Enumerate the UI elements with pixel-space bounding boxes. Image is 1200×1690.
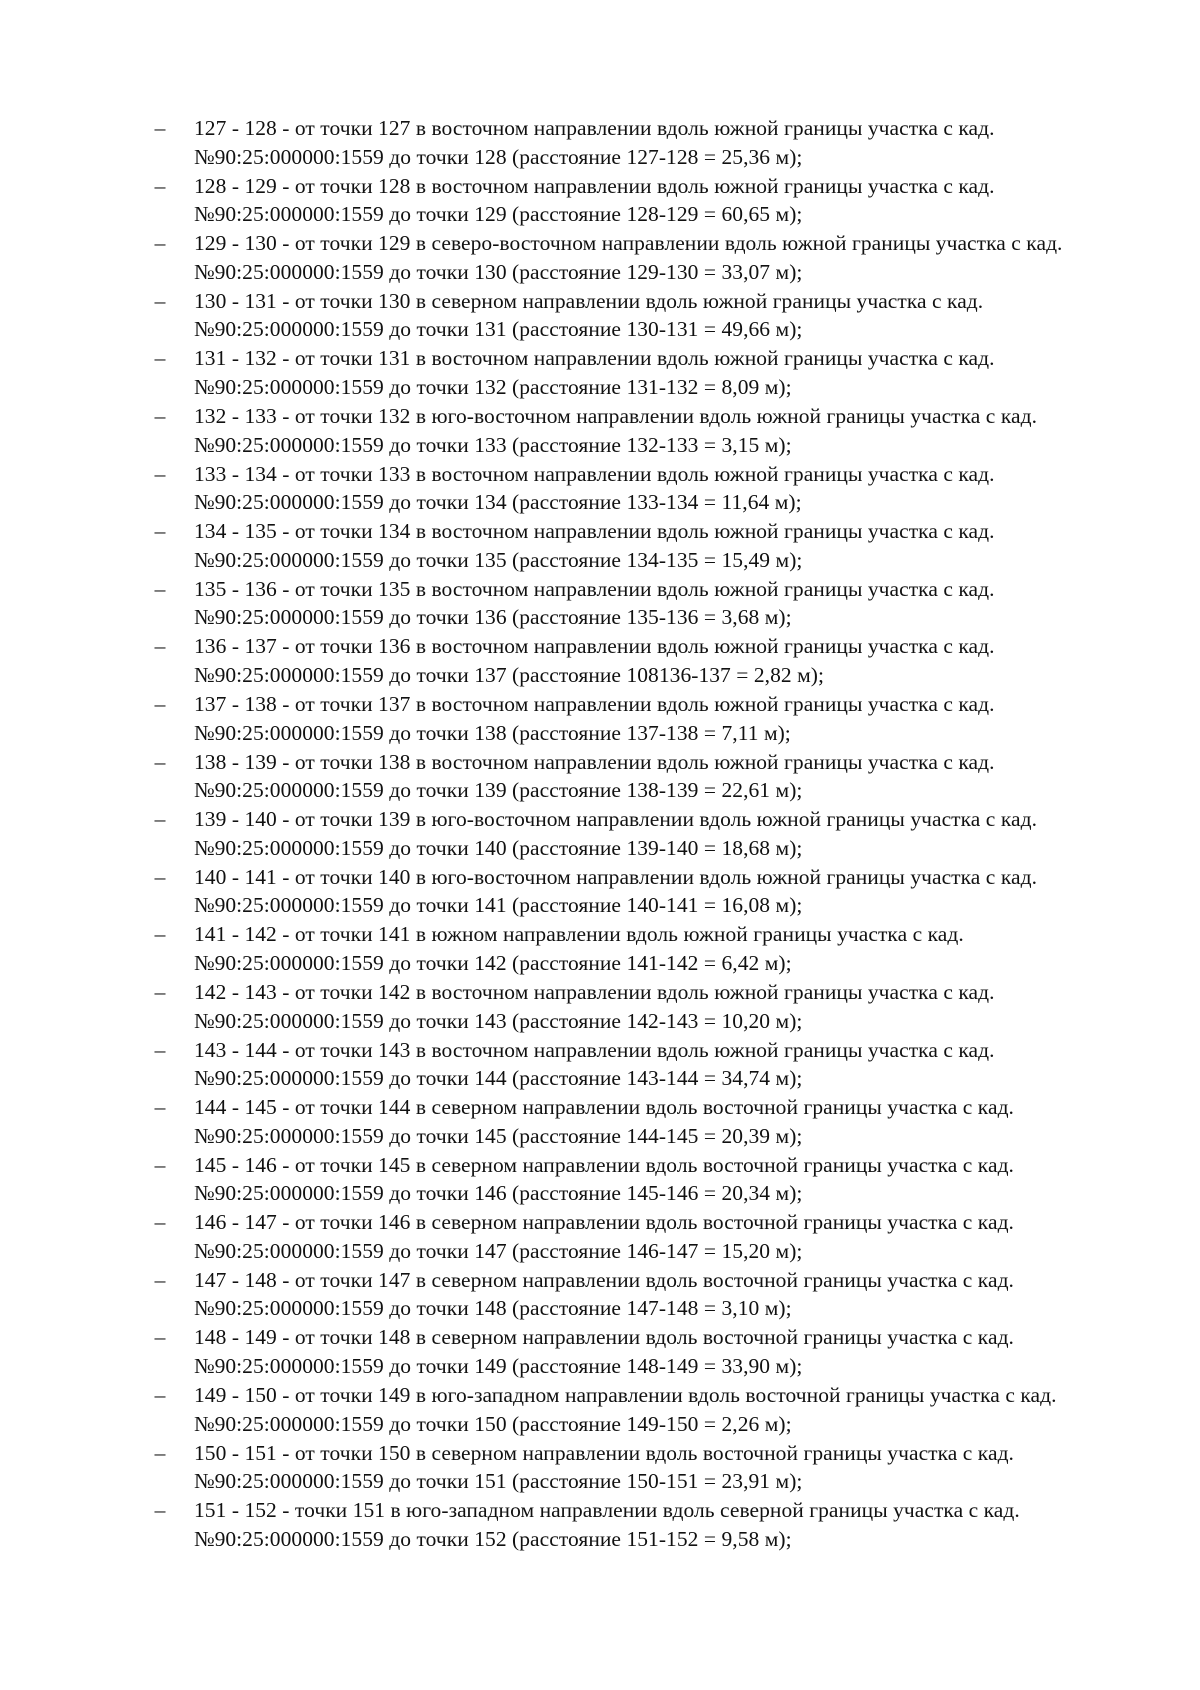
list-dash: – xyxy=(154,1037,166,1062)
list-dash: – xyxy=(154,1325,166,1350)
list-dash: – xyxy=(154,346,166,371)
list-item xyxy=(148,690,1108,748)
list-dash: – xyxy=(154,173,166,198)
list-dash: – xyxy=(154,461,166,486)
list-item xyxy=(148,1151,1108,1209)
list-item-text: 131 - 132 - от точки 131 в восточном направлении вдоль южной границы участка с кад. №90:25:000000:1559 до точки 132 (расстояние 131-132 = 8,09 м); xyxy=(194,346,995,399)
list-dash: – xyxy=(154,691,166,716)
list-item-text: 140 - 141 - от точки 140 в юго-восточном направлении вдоль южной границы участка с кад. №90:25:000000:1559 до точки 141 (расстояние 140-141 = 16,08 м); xyxy=(194,864,1038,918)
list-item xyxy=(148,748,1108,806)
list-dash: – xyxy=(154,1152,166,1177)
list-dash: – xyxy=(154,979,166,1004)
list-item-text: 129 - 130 - от точки 129 в северо-восточном направлении вдоль южной границы участка с кад. №90:25:000000:1559 до точки 130 (расстояние 129-130 = 33,07 м); xyxy=(194,231,1063,284)
list-item-text: 136 - 137 - от точки 136 в восточном направлении вдоль южной границы участка с кад. №90:25:000000:1559 до точки 137 (расстояние 108136-137 = 2,82 м); xyxy=(194,634,995,687)
list-item-text: 139 - 140 - от точки 139 в юго-восточном направлении вдоль южной границы участка с кад. №90:25:000000:1559 до точки 140 (расстояние 139-140 = 18,68 м); xyxy=(194,807,1038,860)
list-item xyxy=(148,920,1108,978)
list-item-text: 144 - 145 - от точки 144 в северном направлении вдоль восточной границы участка с кад. №90:25:000000:1559 до точки 145 (расстояние 144-145 = 20,39 м); xyxy=(194,1095,1014,1148)
list-dash: – xyxy=(154,403,166,428)
list-item-text: 146 - 147 - от точки 146 в северном направлении вдоль восточной границы участка с кад. №90:25:000000:1559 до точки 147 (расстояние 146-147 = 15,20 м); xyxy=(194,1210,1014,1263)
list-item xyxy=(148,1208,1108,1266)
list-item xyxy=(148,863,1108,921)
list-item xyxy=(148,1439,1108,1497)
list-item xyxy=(148,229,1108,287)
list-item xyxy=(148,632,1108,690)
list-item xyxy=(148,1323,1108,1381)
list-item xyxy=(148,805,1108,863)
list-item xyxy=(148,1036,1108,1094)
list-item-text: 149 - 150 - от точки 149 в юго-западном направлении вдоль восточной границы участка с кад. №90:25:000000:1559 до точки 150 (расстояние 149-150 = 2,26 м); xyxy=(194,1383,1057,1436)
list-item-text: 128 - 129 - от точки 128 в восточном направлении вдоль южной границы участка с кад. №90:25:000000:1559 до точки 129 (расстояние 128-129 = 60,65 м); xyxy=(194,173,995,227)
list-dash: – xyxy=(154,231,166,256)
list-item xyxy=(148,517,1108,575)
list-item-text: 127 - 128 - от точки 127 в восточном направлении вдоль южной границы участка с кад. №90:25:000000:1559 до точки 128 (расстояние 127-128 = 25,36 м); xyxy=(194,116,995,169)
list-item xyxy=(148,1381,1108,1439)
list-dash: – xyxy=(154,634,166,659)
list-item xyxy=(148,287,1108,345)
list-item xyxy=(148,575,1108,633)
list-dash: – xyxy=(154,807,166,832)
list-item xyxy=(148,978,1108,1036)
list-dash: – xyxy=(154,116,166,140)
list-dash: – xyxy=(154,1383,166,1408)
list-item xyxy=(148,460,1108,518)
list-item-text: 135 - 136 - от точки 135 в восточном направлении вдоль южной границы участка с кад. №90:25:000000:1559 до точки 136 (расстояние 135-136 = 3,68 м); xyxy=(194,576,995,630)
list-item-text: 143 - 144 - от точки 143 в восточном направлении вдоль южной границы участка с кад. №90:25:000000:1559 до точки 144 (расстояние 143-144 = 34,74 м); xyxy=(194,1037,995,1091)
list-item-text: 130 - 131 - от точки 130 в северном направлении вдоль южной границы участка с кад. №90:25:000000:1559 до точки 131 (расстояние 130-131 = 49,66 м); xyxy=(194,288,984,342)
list-dash: – xyxy=(154,1440,166,1465)
list-dash: – xyxy=(154,576,166,601)
list-item-text: 148 - 149 - от точки 148 в северном направлении вдоль восточной границы участка с кад. №90:25:000000:1559 до точки 149 (расстояние 148-149 = 33,90 м); xyxy=(194,1325,1014,1379)
list-item-text: 137 - 138 - от точки 137 в восточном направлении вдоль южной границы участка с кад. №90:25:000000:1559 до точки 138 (расстояние 137-138 = 7,11 м); xyxy=(194,691,995,745)
list-dash: – xyxy=(154,1498,166,1523)
list-item-text: 138 - 139 - от точки 138 в восточном направлении вдоль южной границы участка с кад. №90:25:000000:1559 до точки 139 (расстояние 138-139 = 22,61 м); xyxy=(194,749,995,803)
list-item xyxy=(148,114,1108,172)
list-item-text: 147 - 148 - от точки 147 в северном направлении вдоль восточной границы участка с кад. №90:25:000000:1559 до точки 148 (расстояние 147-148 = 3,10 м); xyxy=(194,1267,1014,1321)
list-item xyxy=(148,1093,1108,1151)
list-item-text: 150 - 151 - от точки 150 в северном направлении вдоль восточной границы участка с кад. №90:25:000000:1559 до точки 151 (расстояние 150-151 = 23,91 м); xyxy=(194,1440,1014,1494)
list-item xyxy=(148,402,1108,460)
list-item-text: 151 - 152 - точки 151 в юго-западном направлении вдоль северной границы участка с кад. №90:25:000000:1559 до точки 152 (расстояние 151-152 = 9,58 м); xyxy=(194,1498,1020,1551)
list-dash: – xyxy=(154,864,166,889)
list-item-text: 134 - 135 - от точки 134 в восточном направлении вдоль южной границы участка с кад. №90:25:000000:1559 до точки 135 (расстояние 134-135 = 15,49 м); xyxy=(194,519,995,572)
list-dash: – xyxy=(154,1210,166,1235)
list-dash: – xyxy=(154,922,166,947)
boundary-segment-list xyxy=(148,114,1108,1554)
list-item-text: 141 - 142 - от точки 141 в южном направлении вдоль южной границы участка с кад. №90:25:000000:1559 до точки 142 (расстояние 141-142 = 6,42 м); xyxy=(194,922,964,975)
list-dash: – xyxy=(154,288,166,313)
list-item-text: 133 - 134 - от точки 133 в восточном направлении вдоль южной границы участка с кад. №90:25:000000:1559 до точки 134 (расстояние 133-134 = 11,64 м); xyxy=(194,461,995,515)
list-dash: – xyxy=(154,1267,166,1292)
list-item xyxy=(148,1496,1108,1554)
list-item xyxy=(148,172,1108,230)
list-dash: – xyxy=(154,1095,166,1120)
list-dash: – xyxy=(154,749,166,774)
list-dash: – xyxy=(154,519,166,544)
list-item-text: 145 - 146 - от точки 145 в северном направлении вдоль восточной границы участка с кад. №90:25:000000:1559 до точки 146 (расстояние 145-146 = 20,34 м); xyxy=(194,1152,1014,1206)
list-item xyxy=(148,1266,1108,1324)
list-item xyxy=(148,344,1108,402)
list-item-text: 142 - 143 - от точки 142 в восточном направлении вдоль южной границы участка с кад. №90:25:000000:1559 до точки 143 (расстояние 142-143 = 10,20 м); xyxy=(194,979,995,1033)
list-item-text: 132 - 133 - от точки 132 в юго-восточном направлении вдоль южной границы участка с кад. №90:25:000000:1559 до точки 133 (расстояние 132-133 = 3,15 м); xyxy=(194,403,1038,457)
